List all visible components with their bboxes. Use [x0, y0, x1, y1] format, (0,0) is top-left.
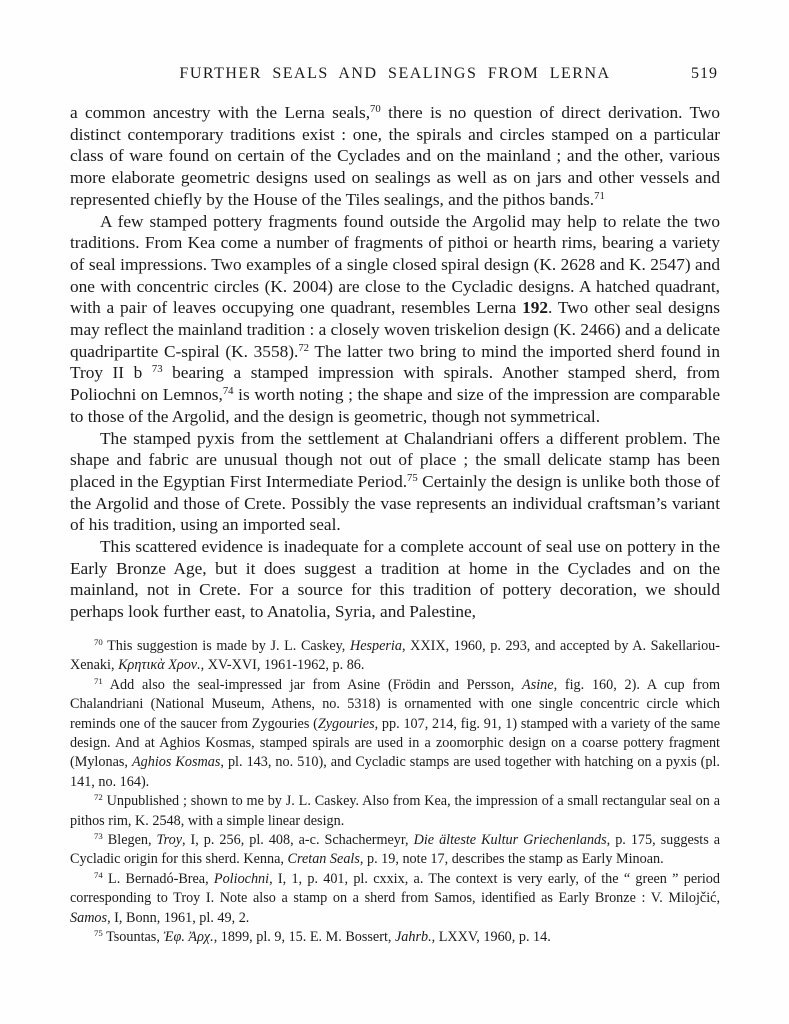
- footnote: $^{71}$ Add also the seal-impressed jar from Asine (Frödin and Persson, Asine, fig. 160, 2). A cup from Chalandriani (National Museum, Athens, no. 5318) is ornamented with one single concentric circle which reminds one of the saucer from Zygouries (Zygouries, pp. 107, 214, fig. 91, 1) stamped with a variety of the same design. And at Aghios Kosmas, stamped spirals are used in a zoomorphic design on a coarse pottery fragment (Mylonas, Aghios Kosmas, pl. 143, no. 510), and Cycladic stamps are used together with hatching on a pyxis (pl. 141, no. 164).: [70, 675, 721, 790]
- footnotes-section: [70, 637, 720, 948]
- footnote: $^{74}$ L. Bernadó-Brea, Poliochni, I, 1, p. 401, pl. cxxix, a. The context is very early, of the “ green ” period corresponding to Troy I. Note also a stamp on a sherd from Samos, identified as Early Bronze : V. Milojčić, Samos, I, Bonn, 1961, pl. 49, 2.: [70, 869, 720, 926]
- footnote: $^{75}$ Tsountas, Ἐφ. Ἀρχ., 1899, pl. 9, 15. E. M. Bossert, Jahrb., LXXV, 1960, p. 14.: [94, 928, 551, 945]
- footnote-ref: 70: [94, 637, 103, 648]
- paragraph: a common ancestry with the Lerna seals,$^{70}$ there is no question of direct derivation. Two distinct contemporary traditions exist : one, the spirals and circles stamped on a particular class of ware found on certain of the Cyclades and on the mainland ; and the other, various more elaborate geometric designs used on sealings as well as on jars and other vessels and represented chiefly by the House of the Tiles sealings, and the pithos bands.$^{71}$: [70, 103, 720, 209]
- paragraph: This scattered evidence is inadequate for a complete account of seal use on pottery in the Early Bronze Age, but it does suggest a tradition at home in the Cyclades and on the mainland, not in Crete. For a source for this tradition of pottery decoration, we should perhaps look further east, to Anatolia, Syria, and Palestine,: [70, 537, 720, 622]
- footnote-ref: 73: [94, 831, 103, 842]
- footnote-ref: 71: [94, 675, 103, 686]
- footnote-ref: 72: [298, 341, 310, 354]
- footnote-ref: 75: [94, 928, 103, 939]
- footnote-ref: 73: [151, 363, 163, 376]
- paragraph: The stamped pyxis from the settlement at Chalandriani offers a different problem. The shape and fabric are unusual though not out of place ; the small delicate stamp has been placed in the Egyptian First Intermediate Period.$^{75}$ Certainly the design is unlike both those of the Argolid and those of Crete. Possibly the vase represents an individual craftsman’s variant of his tradition, using an imported seal.: [70, 428, 720, 535]
- footnote: $^{72}$ Unpublished ; shown to me by J. L. Caskey. Also from Kea, the impression of a small rectangular seal on a pithos rim, K. 2548, with a simple linear design.: [70, 792, 720, 829]
- paragraph: A few stamped pottery fragments found outside the Argolid may help to relate the two traditions. From Kea come a number of fragments of pithoi or hearth rims, bearing a variety of seal impressions. Two examples of a single closed spiral design (K. 2628 and K. 2547) and one with concentric circles (K. 2004) are close to the Cycladic designs. A hatched quadrant, with a pair of leaves occupying one quadrant, resembles Lerna 192. Two other seal designs may reflect the mainland tradition : a closely woven triskelion design (K. 2466) and a delicate quadripartite C-spiral (K. 3558).$^{72}$ The latter two bring to mind the imported sherd found in Troy II b $^{73}$ bearing a stamped impression with spirals. Another stamped sherd, from Poliochni on Lemnos,$^{74}$ is worth noting ; the shape and size of the impression are comparable to those of the Argolid, and the design is geometric, though not symmetrical.: [70, 211, 721, 426]
- footnote-ref: 72: [94, 792, 103, 803]
- footnote-ref: 70: [370, 103, 381, 116]
- footnote-ref: 74: [94, 869, 103, 880]
- footnote-ref: 74: [222, 385, 234, 398]
- page-header: [70, 64, 720, 86]
- footnote-ref: 71: [594, 189, 605, 202]
- page-number: 519: [691, 65, 718, 82]
- footnote: $^{70}$ This suggestion is made by J. L. Caskey, Hesperia, XXIX, 1960, p. 293, and accepted by A. Sakellariou-Xenaki, Κρητικὰ Χρον., XV-XVI, 1961-1962, p. 86.: [70, 637, 720, 674]
- text-block: [70, 64, 720, 947]
- footnote-ref: 75: [407, 472, 418, 485]
- footnote: $^{73}$ Blegen, Troy, I, p. 256, pl. 408, a-c. Schachermeyr, Die älteste Kultur Griechenlands, p. 175, suggests a Cycladic origin for this sherd. Kenna, Cretan Seals, p. 19, note 17, describes the stamp as Early Minoan.: [70, 831, 721, 868]
- running-title: FURTHER SEALS AND SEALINGS FROM LERNA: [179, 65, 611, 82]
- body-text: [70, 102, 720, 623]
